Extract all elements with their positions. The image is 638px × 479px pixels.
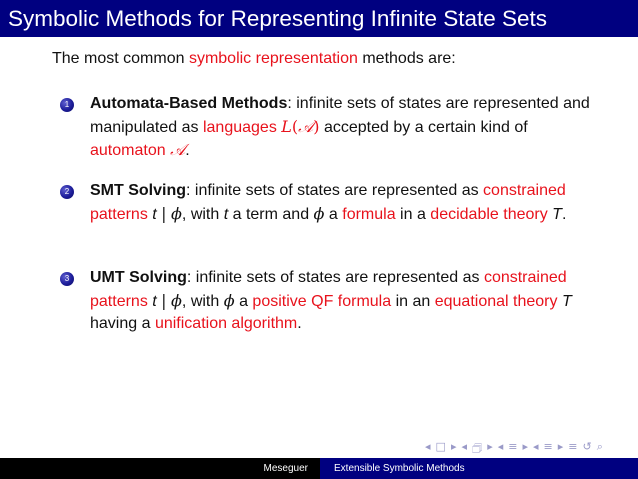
nav-section-icon[interactable]: ≡: [508, 440, 518, 453]
item-2-m3: ϕ: [171, 203, 182, 223]
item-1-t3: .: [185, 142, 190, 159]
nav-back-icon[interactable]: ↺: [582, 440, 592, 453]
item-2-name: SMT Solving: [90, 182, 186, 199]
item-2-t3: a term and: [228, 205, 314, 223]
item-1-m2: (: [291, 116, 299, 136]
item-1-t1: : infinite sets of states are represented and manipulated as: [90, 95, 590, 136]
item-3-r3: equational theory: [434, 292, 558, 310]
nav-subsection-icon[interactable]: 🗇: [472, 442, 483, 455]
footer: [0, 458, 638, 479]
item-1-m5: 𝒜: [170, 140, 186, 159]
item-2-m6: T: [552, 205, 562, 223]
slide-title: Symbolic Methods for Representing Infinite State Sets: [8, 5, 548, 31]
nav-next-subsection-icon[interactable]: ▸: [487, 440, 493, 453]
nav-next-doc-icon[interactable]: ▸: [557, 440, 564, 453]
item-1-r2: automaton: [90, 142, 166, 159]
nav-prev-section-icon[interactable]: ◂: [497, 440, 504, 453]
nav-prev-frame-icon[interactable]: ◂: [425, 440, 431, 453]
footer-talk-title: Extensible Symbolic Methods: [320, 458, 638, 479]
item-3-t5: having a: [90, 315, 155, 332]
intro-after: methods are:: [357, 50, 456, 67]
item-2-m4: t: [223, 205, 229, 223]
nav-frame-icon[interactable]: □: [435, 440, 446, 453]
item-2-m5: ϕ: [313, 203, 325, 223]
item-2-r1: constrained patterns: [90, 182, 566, 223]
item-3-m1: t: [152, 292, 157, 310]
item-2-r3: decidable theory: [430, 205, 548, 223]
item-2-r2: formula: [342, 205, 396, 223]
beamer-navigation: [425, 440, 603, 459]
item-3-text: [90, 267, 600, 336]
item-1-text: [90, 93, 600, 163]
item-3-t2: , with: [181, 292, 224, 310]
item-1-m4: ): [313, 116, 320, 136]
item-3-m4: ϕ: [223, 290, 235, 310]
item-3-t3: a: [234, 292, 253, 310]
item-3-t6: .: [297, 315, 302, 332]
item-1-m3: 𝒜: [298, 116, 314, 136]
title-bar: [0, 0, 638, 37]
item-3-r2: positive QF formula: [252, 292, 392, 310]
item-2-text: [90, 180, 600, 226]
item-3-m3: ϕ: [171, 290, 182, 310]
nav-next-section-icon[interactable]: ▸: [522, 440, 528, 453]
item-3-t4: in an: [391, 292, 435, 310]
item-2-t1: : infinite sets of states are represented as: [186, 182, 484, 199]
item-1-name: Automata-Based Methods: [90, 95, 288, 112]
item-2-t2: , with: [181, 205, 224, 223]
item-3-m2: |: [161, 290, 167, 310]
item-3-r1: constrained patterns: [90, 269, 567, 310]
nav-menu-icon[interactable]: ≡: [568, 440, 578, 453]
nav-doc-icon[interactable]: ≡: [543, 440, 553, 453]
list-item-smt: [60, 180, 600, 226]
item-3-t1: : infinite sets of states are represented as: [186, 269, 484, 286]
intro-highlight: symbolic representation: [188, 50, 358, 67]
nav-search-icon[interactable]: ⌕: [596, 440, 603, 453]
item-3-name: UMT Solving: [90, 269, 187, 286]
bullet-3: 3: [60, 272, 74, 286]
intro-text: [52, 50, 456, 68]
item-1-m1: L: [281, 116, 292, 136]
item-1-t2: accepted by a certain kind of: [319, 118, 528, 136]
nav-prev-doc-icon[interactable]: ◂: [533, 440, 539, 453]
bullet-2: 2: [60, 185, 74, 199]
item-2-m1: t: [152, 205, 157, 223]
item-2-t4: a: [324, 205, 343, 223]
intro-before: The most common: [52, 50, 189, 67]
bullet-1: 1: [60, 98, 74, 112]
nav-prev-subsection-icon[interactable]: ◂: [461, 440, 467, 453]
item-2-t5: in a: [395, 205, 431, 223]
item-1-r1: languages: [202, 118, 277, 136]
item-3-m5: T: [561, 292, 572, 310]
list-item-automata: [60, 93, 600, 163]
item-3-r4: unification algorithm: [154, 315, 298, 332]
footer-author: Meseguer: [0, 458, 320, 479]
item-2-m2: |: [161, 203, 167, 223]
item-2-t6: .: [561, 205, 567, 223]
nav-next-frame-icon[interactable]: ▸: [450, 440, 457, 453]
list-item-umt: [60, 267, 600, 336]
